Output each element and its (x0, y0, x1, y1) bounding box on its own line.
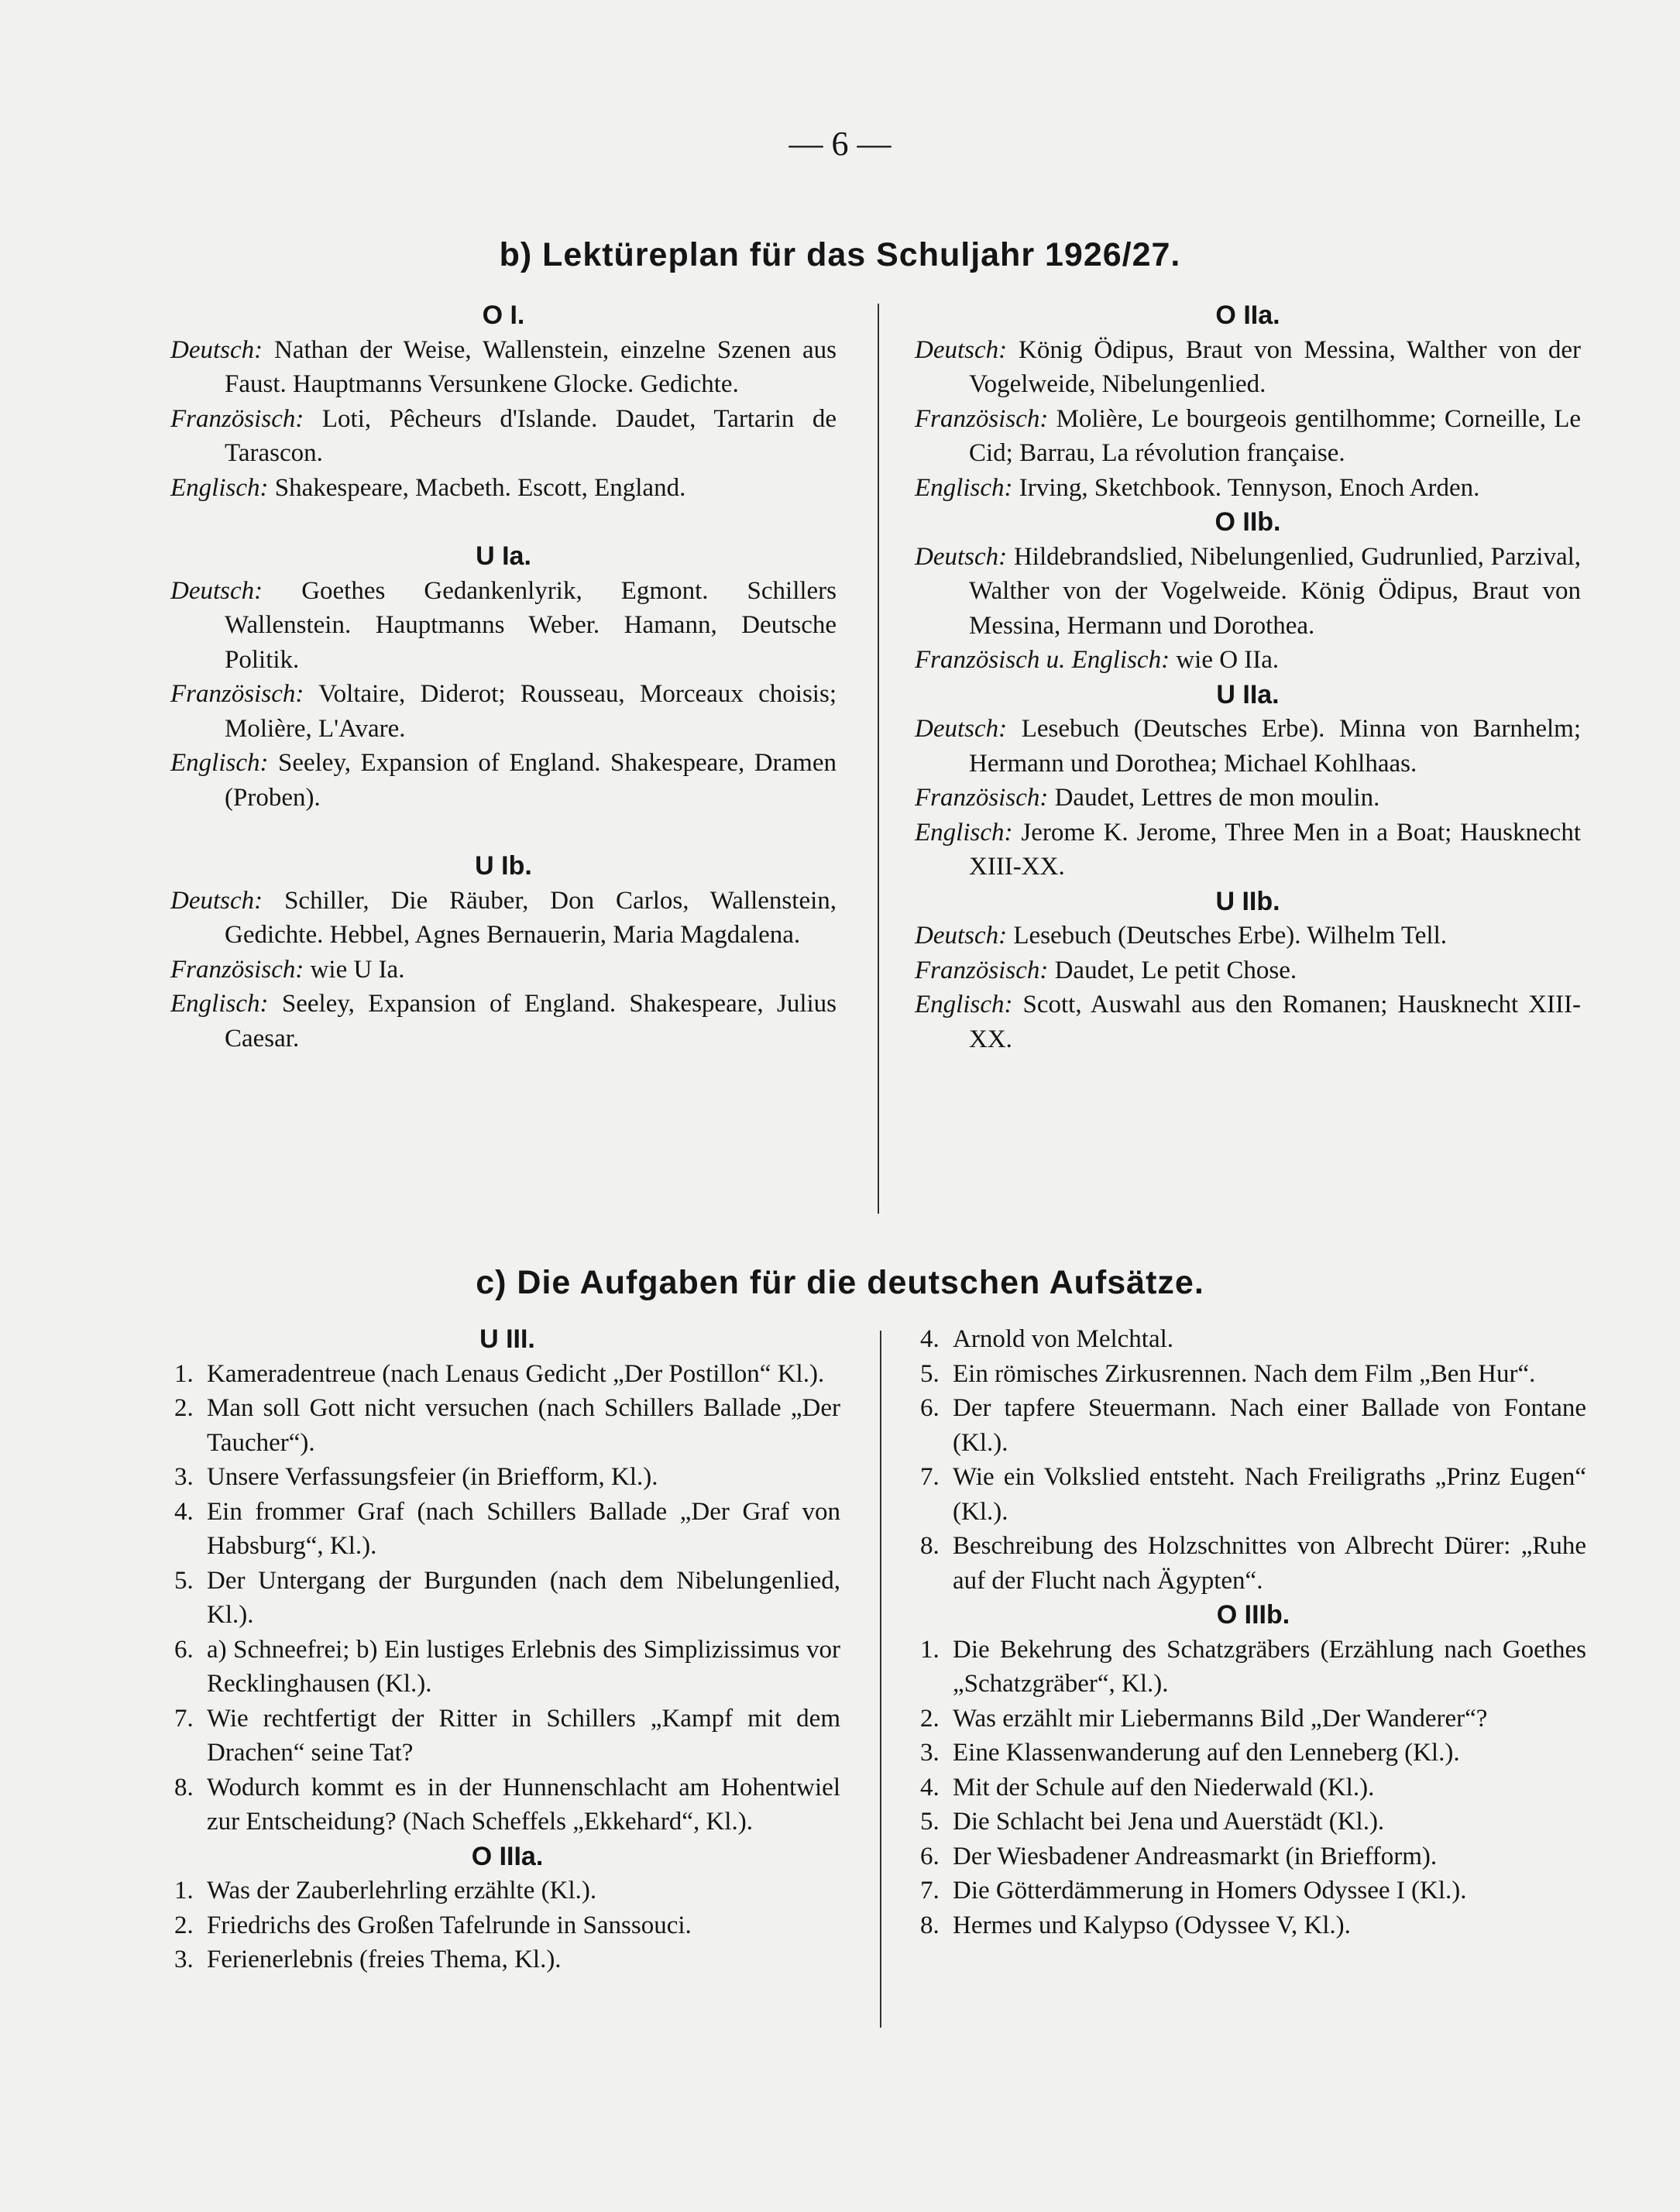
topic-text: Ferienerlebnis (freies Thema, Kl.). (207, 1946, 562, 1973)
topic-number: 1. (174, 1877, 194, 1905)
topic-text: Wodurch kommt es in der Hunnenschlacht am Hohentwiel zur Entscheidung? (Nach Scheffels „Ekkehard“, Kl.). (207, 1773, 840, 1836)
reading-entry (915, 333, 1581, 402)
topic-item (920, 1529, 1586, 1598)
class-heading: U Ib. (475, 851, 532, 881)
topic-item (920, 1357, 1586, 1392)
topic-text: Der tapfere Steuermann. Nach einer Ballade von Fontane (Kl.). (953, 1394, 1586, 1457)
reading-plan-right-column (915, 298, 1581, 1056)
reading-text: Hildebrandslied, Nibelungenlied, Gudrunlied, Parzival, Walther von der Vogelweide. König Ödipus, Braut von Messina, Hermann und Dorothea. (969, 542, 1582, 640)
reading-entry (170, 333, 837, 402)
topic-text: Wie rechtfertigt der Ritter in Schillers „Kampf mit dem Drachen“ seine Tat? (207, 1704, 840, 1767)
essay-topics-right-column (920, 1322, 1586, 1942)
reading-entry (915, 712, 1581, 781)
reading-text: wie O IIa. (1176, 646, 1280, 674)
topic-number: 8. (920, 1532, 940, 1560)
topic-item (920, 1391, 1586, 1460)
column-divider (878, 304, 879, 1214)
topic-text: Der Wiesbadener Andreasmarkt (in Briefform). (953, 1842, 1438, 1870)
reading-entry (915, 816, 1581, 884)
subject-label: Französisch: (170, 680, 304, 708)
reading-text: Lesebuch (Deutsches Erbe). Minna von Barnhelm; Hermann und Dorothea; Michael Kohlhaas. (969, 715, 1582, 778)
topic-text: Friedrichs des Großen Tafelrunde in Sanssouci. (207, 1911, 692, 1939)
reading-text: Loti, Pêcheurs d'Islande. Daudet, Tartarin de Tarascon. (225, 404, 837, 467)
topic-number: 1. (174, 1359, 194, 1388)
topic-text: Die Götterdämmerung in Homers Odyssee I (Kl.). (953, 1877, 1467, 1905)
section-b-title: b) Lektüreplan für das Schuljahr 1926/27. (499, 236, 1181, 273)
topic-number: 1. (920, 1635, 940, 1664)
topic-item (174, 1908, 840, 1943)
subject-label: Englisch: (915, 818, 1013, 847)
class-heading: O IIIb. (1216, 1600, 1290, 1630)
subject-label: Deutsch: (170, 886, 263, 915)
reading-entry (170, 953, 837, 988)
subject-label: Englisch: (170, 473, 269, 502)
topic-number: 6. (174, 1635, 194, 1664)
topic-item (920, 1736, 1586, 1771)
reading-entry (170, 574, 837, 678)
topic-text: Die Schlacht bei Jena und Auerstädt (Kl.). (953, 1808, 1385, 1836)
subject-label: Deutsch: (915, 542, 1008, 571)
topic-item (920, 1322, 1586, 1357)
subject-label: Deutsch: (915, 715, 1008, 743)
topic-number: 4. (920, 1325, 940, 1353)
topic-text: a) Schneefrei; b) Ein lustiges Erlebnis des Simplizissimus vor Recklinghausen (Kl.). (207, 1635, 840, 1698)
subject-label: Englisch: (170, 749, 269, 777)
class-heading: O IIIa. (471, 1841, 544, 1871)
subject-label: Deutsch: (915, 335, 1008, 364)
topic-text: Man soll Gott nicht versuchen (nach Schillers Ballade „Der Taucher“). (207, 1394, 840, 1457)
reading-text: Voltaire, Diderot; Rousseau, Morceaux choisis; Molière, L'Avare. (225, 680, 837, 743)
class-heading: U IIb. (1215, 886, 1280, 916)
topic-item (174, 1942, 840, 1977)
topic-item (174, 1564, 840, 1633)
reading-entry (170, 987, 837, 1056)
class-heading: U IIa. (1216, 679, 1280, 709)
topic-number: 2. (174, 1394, 194, 1422)
reading-text: Jerome K. Jerome, Three Men in a Boat; Hausknecht XIII-XX. (969, 818, 1581, 881)
topic-text: Ein römisches Zirkusrennen. Nach dem Film „Ben Hur“. (953, 1359, 1536, 1388)
topic-item (174, 1357, 840, 1392)
topic-item (920, 1771, 1586, 1805)
subject-label: Englisch: (915, 991, 1013, 1018)
topic-item (920, 1702, 1586, 1736)
topic-item (174, 1702, 840, 1771)
topic-number: 2. (920, 1704, 940, 1733)
topic-text: Kameradentreue (nach Lenaus Gedicht „Der Postillon“ Kl.). (207, 1359, 825, 1388)
topic-number: 5. (920, 1359, 940, 1388)
topic-number: 8. (174, 1773, 194, 1802)
subject-label: Französisch: (915, 956, 1049, 984)
topic-text: Hermes und Kalypso (Odyssee V, Kl.). (953, 1911, 1351, 1939)
class-heading: O IIa. (1215, 301, 1280, 330)
reading-text: Scott, Auswahl aus den Romanen; Hausknecht XIII-XX. (969, 991, 1582, 1053)
topic-item (920, 1839, 1586, 1874)
subject-label: Deutsch: (170, 576, 263, 605)
reading-text: Nathan der Weise, Wallenstein, einzelne Szenen aus Faust. Hauptmanns Versunkene Glocke. Gedichte. (225, 335, 837, 398)
column-divider (880, 1331, 881, 2028)
reading-text: König Ödipus, Braut von Messina, Walther von der Vogelweide, Nibelungenlied. (969, 335, 1582, 398)
class-heading: O IIb. (1214, 507, 1281, 537)
topic-text: Unsere Verfassungsfeier (in Briefform, Kl.). (207, 1463, 658, 1491)
topic-item (174, 1771, 840, 1839)
reading-entry (170, 402, 837, 471)
reading-text: Seeley, Expansion of England. Shakespeare, Dramen (Proben). (225, 749, 837, 812)
topic-number: 6. (920, 1394, 940, 1422)
topic-text: Was der Zauberlehrling erzählte (Kl.). (207, 1877, 597, 1905)
topic-text: Beschreibung des Holzschnittes von Albrecht Dürer: „Ruhe auf der Flucht nach Ägypten“. (953, 1532, 1586, 1595)
topic-number: 3. (174, 1463, 194, 1491)
topic-item (920, 1805, 1586, 1839)
reading-text: Irving, Sketchbook. Tennyson, Enoch Arden. (1019, 473, 1480, 502)
section-c-title: c) Die Aufgaben für die deutschen Aufsätze. (476, 1264, 1204, 1301)
topic-text: Wie ein Volkslied entsteht. Nach Freiligraths „Prinz Eugen“ (Kl.). (953, 1463, 1586, 1526)
topic-number: 5. (920, 1808, 940, 1836)
topic-text: Die Bekehrung des Schatzgräbers (Erzählung nach Goethes „Schatzgräber“, Kl.). (953, 1635, 1586, 1698)
topic-number: 8. (920, 1911, 940, 1939)
subject-label: Deutsch: (915, 922, 1008, 950)
subject-label: Französisch: (170, 955, 304, 984)
reading-entry (915, 919, 1581, 953)
reading-text: Schiller, Die Räuber, Don Carlos, Wallenstein, Gedichte. Hebbel, Agnes Bernauerin, Maria Magdalena. (225, 886, 837, 949)
reading-entry (915, 953, 1581, 988)
topic-text: Der Untergang der Burgunden (nach dem Nibelungenlied, Kl.). (207, 1566, 840, 1629)
subject-label: Englisch: (915, 473, 1013, 502)
reading-entry (170, 471, 837, 506)
reading-text: Goethes Gedankenlyrik, Egmont. Schillers Wallenstein. Hauptmanns Weber. Hamann, Deutsche Politik. (225, 576, 837, 674)
topic-number: 3. (174, 1946, 194, 1973)
reading-entry (915, 643, 1581, 678)
reading-entry (915, 402, 1581, 471)
topic-item (174, 1391, 840, 1460)
reading-text: Seeley, Expansion of England. Shakespeare, Julius Caesar. (225, 990, 837, 1053)
topic-item (174, 1633, 840, 1702)
topic-number: 7. (920, 1463, 940, 1491)
topic-number: 7. (174, 1704, 194, 1733)
reading-entry (170, 677, 837, 746)
class-heading: U III. (479, 1324, 535, 1354)
page-number: — 6 — (788, 125, 892, 163)
topic-text: Ein frommer Graf (nach Schillers Ballade „Der Graf von Habsburg“, Kl.). (207, 1497, 840, 1560)
topic-number: 2. (174, 1911, 194, 1939)
subject-label: Französisch: (915, 404, 1049, 433)
reading-entry (915, 471, 1581, 506)
topic-item (174, 1495, 840, 1564)
reading-text: Molière, Le bourgeois gentilhomme; Corneille, Le Cid; Barrau, La révolution française. (969, 404, 1582, 467)
subject-label: Französisch u. Englisch: (915, 646, 1170, 674)
class-heading: O I. (482, 301, 525, 330)
subject-label: Englisch: (170, 990, 269, 1018)
topic-item (174, 1460, 840, 1495)
topic-text: Eine Klassenwanderung auf den Lenneberg (Kl.). (953, 1739, 1460, 1767)
topic-item (920, 1908, 1586, 1943)
reading-text: Lesebuch (Deutsches Erbe). Wilhelm Tell. (1013, 922, 1448, 950)
reading-entry (915, 988, 1581, 1056)
reading-entry (915, 540, 1581, 644)
topic-text: Mit der Schule auf den Niederwald (Kl.). (953, 1773, 1375, 1802)
reading-plan-left-column (170, 298, 837, 1056)
subject-label: Französisch: (915, 784, 1049, 812)
topic-item (920, 1874, 1586, 1908)
class-heading: U Ia. (476, 541, 531, 571)
reading-entry (170, 884, 837, 953)
topic-number: 7. (920, 1877, 940, 1905)
reading-text: Shakespeare, Macbeth. Escott, England. (274, 473, 686, 502)
topic-number: 4. (174, 1497, 194, 1526)
topic-number: 6. (920, 1842, 940, 1870)
topic-text: Arnold von Melchtal. (953, 1325, 1174, 1353)
subject-label: Französisch: (170, 404, 304, 433)
topic-number: 4. (920, 1773, 940, 1802)
reading-text: Daudet, Lettres de mon moulin. (1054, 784, 1380, 812)
reading-entry (170, 746, 837, 815)
reading-entry (915, 781, 1581, 816)
topic-number: 3. (920, 1739, 940, 1767)
topic-text: Was erzählt mir Liebermanns Bild „Der Wanderer“? (953, 1704, 1488, 1733)
topic-item (174, 1874, 840, 1908)
subject-label: Deutsch: (170, 335, 263, 364)
topic-item (920, 1633, 1586, 1702)
reading-text: Daudet, Le petit Chose. (1054, 956, 1297, 984)
essay-topics-left-column (174, 1322, 840, 1977)
topic-number: 5. (174, 1566, 194, 1595)
topic-item (920, 1460, 1586, 1529)
reading-text: wie U Ia. (310, 955, 405, 984)
